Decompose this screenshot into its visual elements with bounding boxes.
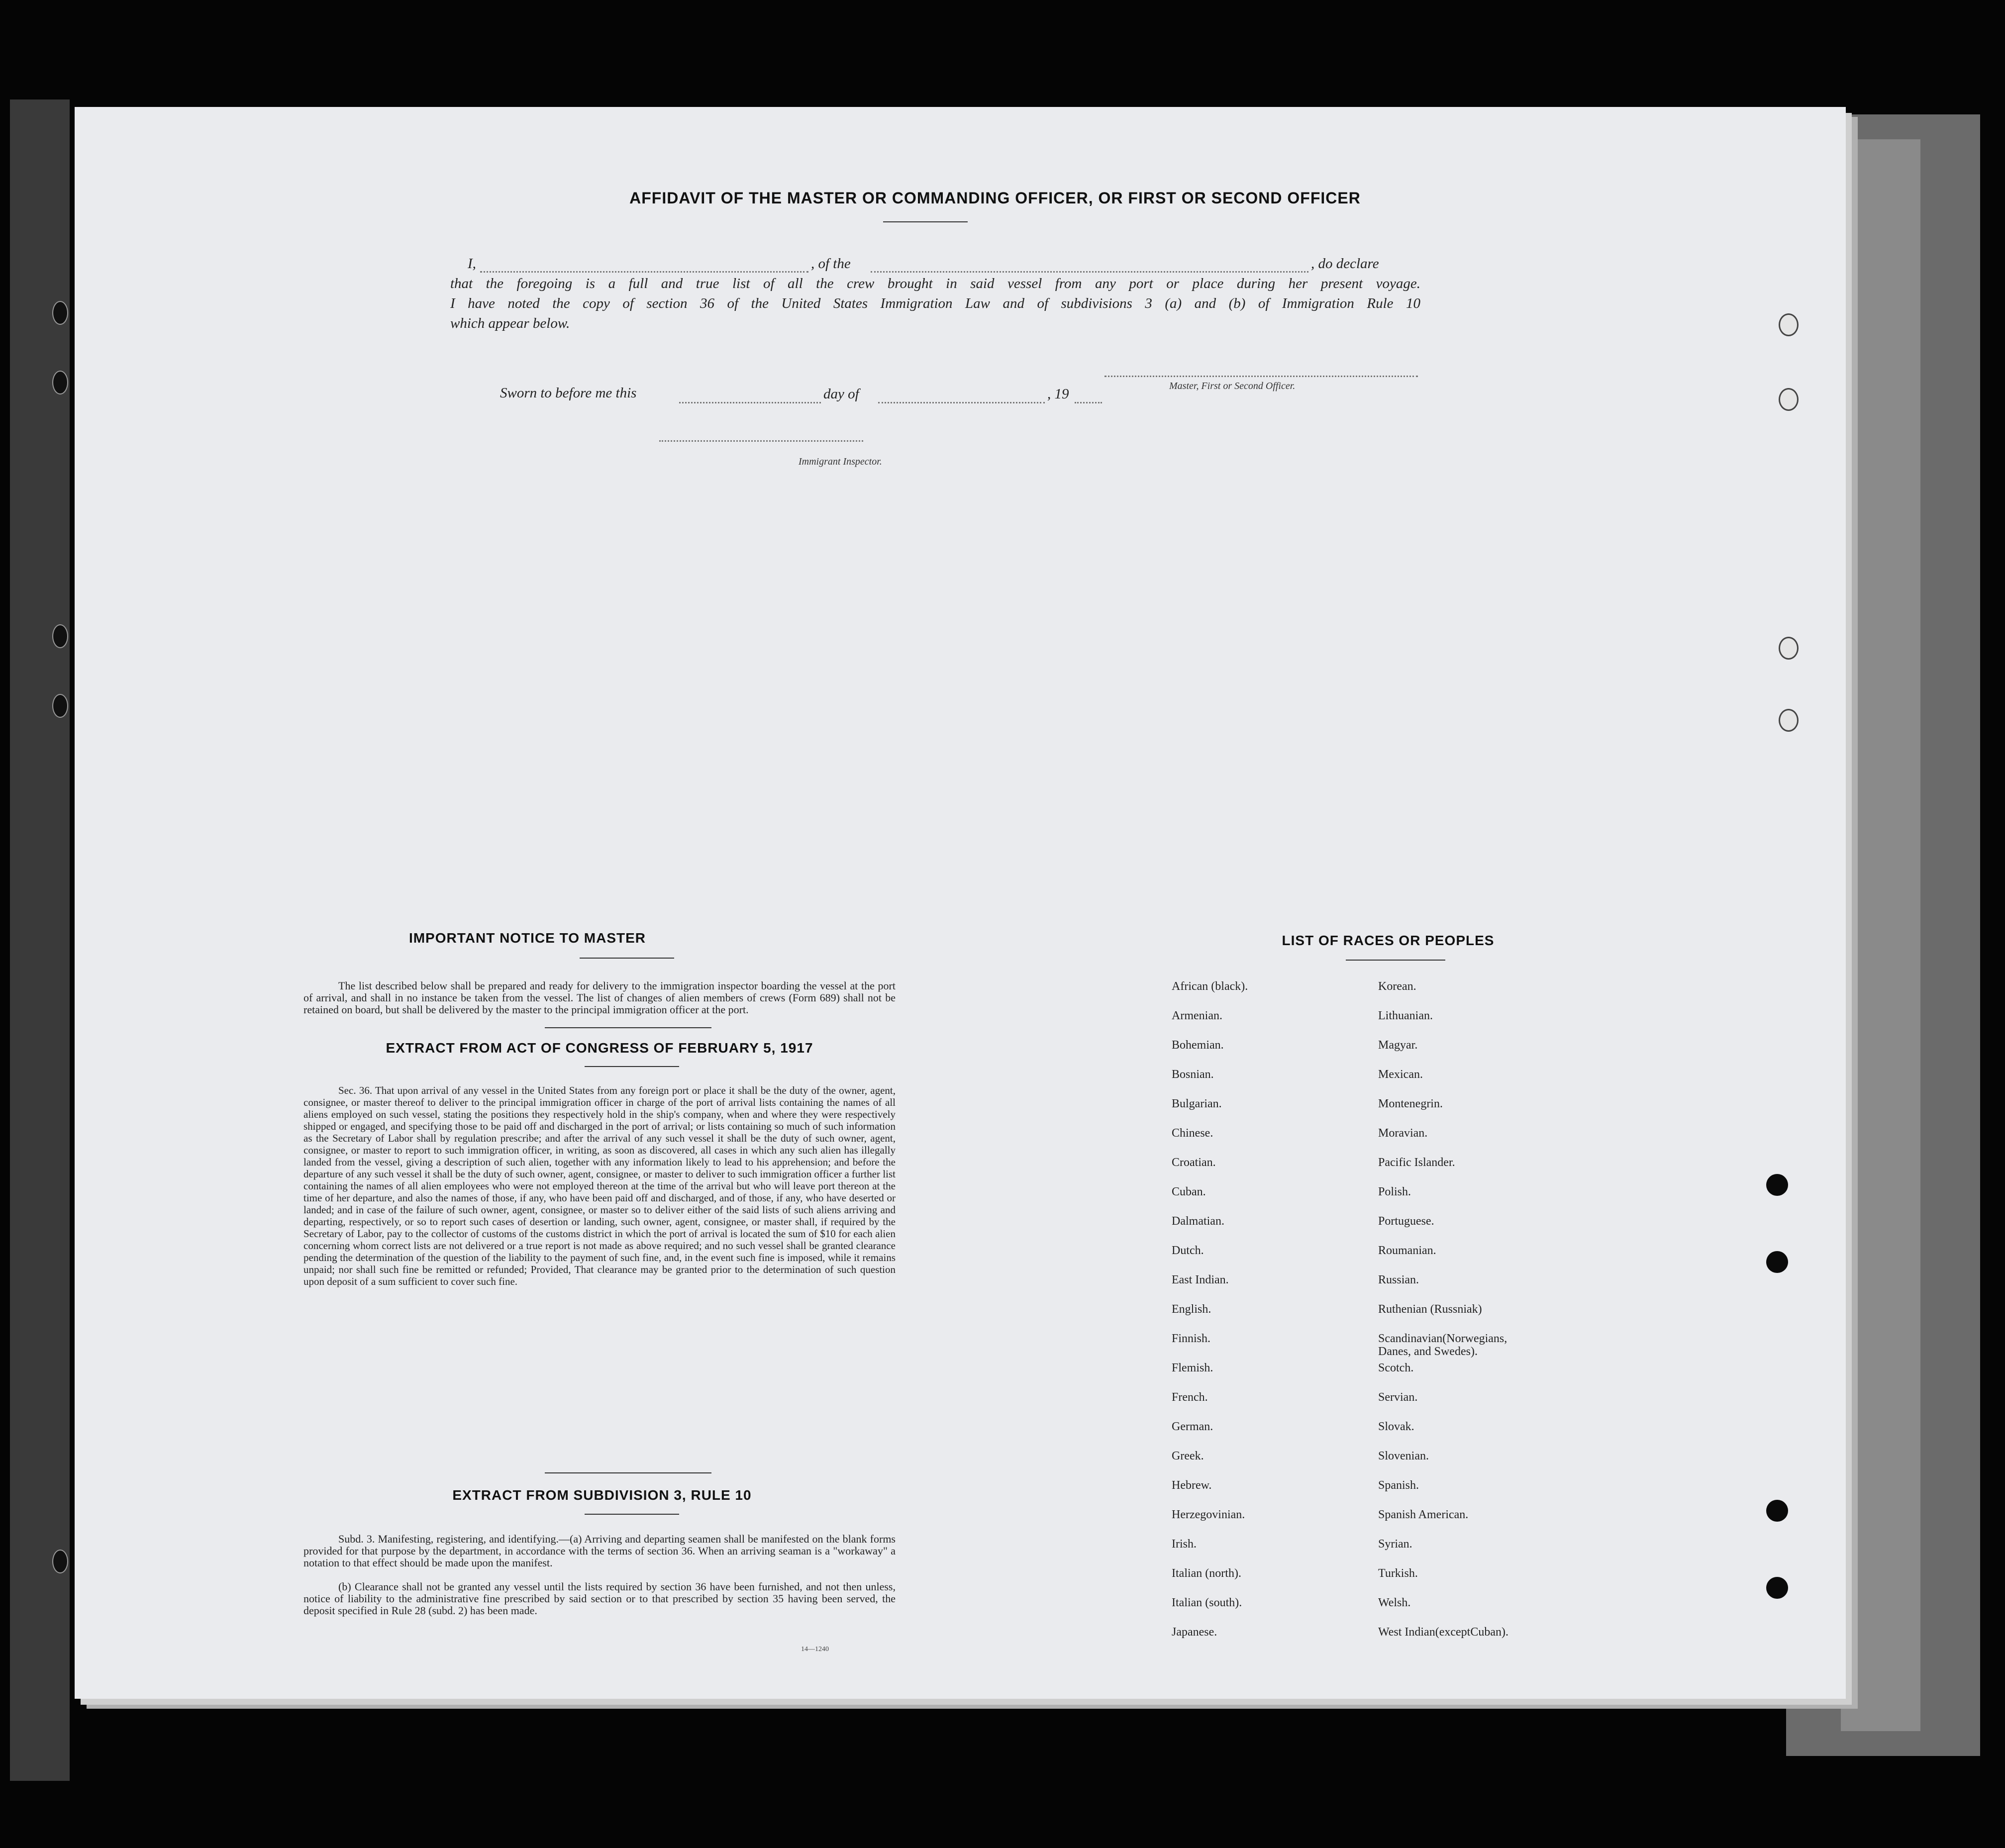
race-item: Bosnian. <box>1172 1068 1214 1081</box>
act-title: EXTRACT FROM ACT OF CONGRESS OF FEBRUARY 5, 1917 <box>386 1040 813 1056</box>
race-item: Bohemian. <box>1172 1039 1224 1052</box>
punch-hole <box>1779 637 1799 660</box>
punch-hole <box>1766 1251 1788 1273</box>
races-title: LIST OF RACES OR PEOPLES <box>1282 933 1495 948</box>
race-item: Italian (south). <box>1172 1596 1242 1609</box>
race-item: Finnish. <box>1172 1332 1211 1345</box>
race-item: Turkish. <box>1378 1567 1418 1580</box>
affidavit-line-3: which appear below. <box>450 315 570 331</box>
binder-hole <box>52 1550 68 1573</box>
affidavit-declare-label: , do declare <box>1311 256 1379 272</box>
race-item: Bulgarian. <box>1172 1097 1222 1110</box>
race-item: Portuguese. <box>1378 1215 1434 1228</box>
race-item: Japanese. <box>1172 1626 1217 1639</box>
year-blank[interactable] <box>1075 402 1102 403</box>
form-page <box>75 107 1846 1699</box>
race-item: Spanish American. <box>1378 1508 1469 1521</box>
race-item: Herzegovinian. <box>1172 1508 1245 1521</box>
race-item: Welsh. <box>1378 1596 1411 1609</box>
act-rule <box>585 1066 679 1067</box>
race-item: Slovak. <box>1378 1420 1414 1433</box>
race-item: Ruthenian (Russniak) <box>1378 1303 1482 1316</box>
month-blank[interactable] <box>878 402 1045 403</box>
race-item: Moravian. <box>1378 1127 1428 1140</box>
race-item: Roumanian. <box>1378 1244 1436 1257</box>
race-item: Servian. <box>1378 1391 1418 1404</box>
sworn-label: Sworn to before me this <box>500 385 637 401</box>
rule-text-b: (b) Clearance shall not be granted any vessel until the lists required by section 36 have been furnished, and not then unless, notice of liability to the administrative fine prescribed by said section or to that prescribed by section 35 having been served, the deposit specified in Rule 28 (subd. 2) has been made. <box>303 1580 896 1617</box>
binder-hole <box>52 301 68 325</box>
binder-hole <box>52 371 68 394</box>
race-item: Mexican. <box>1378 1068 1423 1081</box>
race-item: Pacific Islander. <box>1378 1156 1455 1169</box>
name-blank[interactable] <box>480 271 808 273</box>
race-item: English. <box>1172 1303 1211 1316</box>
race-item: Italian (north). <box>1172 1567 1241 1580</box>
punch-hole <box>1766 1577 1788 1599</box>
race-item: Dalmatian. <box>1172 1215 1224 1228</box>
rule-title: EXTRACT FROM SUBDIVISION 3, RULE 10 <box>452 1487 752 1503</box>
affidavit-line-1: that the foregoing is a full and true list of all the crew brought in said vessel from any port or place during her present voyage. <box>450 276 1420 292</box>
inspector-label: Immigrant Inspector. <box>799 456 882 467</box>
master-signature-label: Master, First or Second Officer. <box>1169 381 1296 391</box>
notice-divider <box>545 1027 711 1028</box>
year-label: , 19 <box>1047 386 1069 402</box>
race-item: French. <box>1172 1391 1208 1404</box>
race-item: Polish. <box>1378 1185 1411 1198</box>
notice-title: IMPORTANT NOTICE TO MASTER <box>408 930 646 946</box>
backing-sheet-inner <box>1841 139 1920 1731</box>
binder-hole <box>52 694 68 718</box>
rule-rule <box>585 1514 679 1515</box>
affidavit-line-2: I have noted the copy of section 36 of the United States Immigration Law and of subdivisions 3 (a) and (b) of Immigration Rule 10 <box>450 295 1420 311</box>
race-item: Flemish. <box>1172 1362 1213 1374</box>
race-item: Croatian. <box>1172 1156 1216 1169</box>
races-column-1 <box>1172 980 1361 1655</box>
title-rule <box>883 221 968 222</box>
race-item: German. <box>1172 1420 1213 1433</box>
punch-hole <box>1779 709 1799 732</box>
form-number: 14—1240 <box>801 1646 829 1653</box>
race-item: Montenegrin. <box>1378 1097 1443 1110</box>
race-item: Spanish. <box>1378 1479 1419 1492</box>
affidavit-i-label: I, <box>468 256 476 272</box>
punch-hole <box>1766 1174 1788 1196</box>
race-item: Irish. <box>1172 1538 1197 1551</box>
race-item: Lithuanian. <box>1378 1009 1433 1022</box>
race-item: Dutch. <box>1172 1244 1204 1257</box>
rule-text-a: Subd. 3. Manifesting, registering, and identifying.—(a) Arriving and departing seamen shall be manifested on the blank forms provided for that purpose by the department, in accordance with the terms of section 36. When an arriving seaman is a "workaway" a notation to that effect should be made upon the manifest. <box>303 1533 896 1569</box>
race-item: Cuban. <box>1172 1185 1206 1198</box>
race-item: West Indian(exceptCuban). <box>1378 1626 1508 1639</box>
act-divider <box>545 1472 711 1473</box>
affidavit-of-the-label: , of the <box>811 256 851 272</box>
day-of-label: day of <box>823 386 859 402</box>
race-item: Armenian. <box>1172 1009 1222 1022</box>
affidavit-title: AFFIDAVIT OF THE MASTER OR COMMANDING OFFICER, OR FIRST OR SECOND OFFICER <box>629 189 1361 207</box>
race-item: Magyar. <box>1378 1039 1418 1052</box>
race-item: Greek. <box>1172 1450 1204 1462</box>
punch-hole <box>1779 313 1799 336</box>
notice-rule <box>580 958 674 959</box>
day-blank[interactable] <box>679 402 821 403</box>
race-item: Korean. <box>1378 980 1416 993</box>
vessel-blank[interactable] <box>871 271 1308 273</box>
master-signature-blank[interactable] <box>1104 376 1418 377</box>
races-rule <box>1346 960 1445 961</box>
race-item: Syrian. <box>1378 1538 1412 1551</box>
race-item: Hebrew. <box>1172 1479 1212 1492</box>
race-item: Russian. <box>1378 1273 1419 1286</box>
race-item: East Indian. <box>1172 1273 1229 1286</box>
race-item: Scotch. <box>1378 1362 1414 1374</box>
race-item: African (black). <box>1172 980 1248 993</box>
act-text: Sec. 36. That upon arrival of any vessel in the United States from any foreign port or place it shall be the duty of the owner, agent, consignee, or master thereof to deliver to the principal immigration officer in charge of the port of arrival lists containing the names of all aliens employed on such vessel, stating the positions they respectively hold in the ship's company, when and where they were respectively shipped or engaged, and specifying those to be paid off and discharged in the port of arrival; or lists containing so much of such information as the Secretary of Labor shall by regulation prescribe; and after the arrival of any such vessel it shall be the duty of such owner, agent, consignee, or master to report to such immigration officer, in writing, as soon as discovered, all cases in which any such alien has illegally landed from the vessel, giving a description of such alien, together with any information likely to lead to his apprehension; and before the departure of any such vessel it shall be the duty of such owner, agent, consignee, or master to deliver to such immigration officer a further list containing the names of all alien employees who were not employed thereon at the time of the arrival but who will leave port thereon at the time of her departure, and also the names of those, if any, who have been paid off and discharged, and of those, if any, who have deserted or landed; and in case of the failure of such owner, agent, consignee, or master so to deliver either of the said lists of such aliens arriving and departing, respectively, or so to report such cases of desertion or landing, such owner, agent, consignee, or master shall, if required by the Secretary of Labor, pay to the collector of customs of the customs district in which the port of arrival is located the sum of $10 for each alien concerning whom correct lists are not delivered or a true report is not made as above required; and no such vessel shall be granted clearance pending the determination of the question of the liability to the payment of such fine, and, in the event such fine is imposed, while it remains unpaid; nor shall such fine be remitted or refunded; Provided, That clearance may be granted prior to the determination of such question upon deposit of a sum sufficient to cover such fine. <box>303 1084 896 1287</box>
punch-hole <box>1766 1500 1788 1522</box>
binder-hole <box>52 624 68 648</box>
notice-text: The list described below shall be prepared and ready for delivery to the immigration inspector boarding the vessel at the port of arrival, and shall in no instance be taken from the vessel. The list of changes of alien members of crews (Form 689) shall not be retained on board, but shall be delivered by the master to the principal immigration officer at the port. <box>303 979 896 1016</box>
race-item: Slovenian. <box>1378 1450 1429 1462</box>
inspector-signature-blank[interactable] <box>659 440 863 442</box>
race-item: Chinese. <box>1172 1127 1213 1140</box>
races-column-2 <box>1378 980 1597 1655</box>
binder-strip <box>10 99 70 1781</box>
punch-hole <box>1779 388 1799 411</box>
race-item: Scandinavian(Norwegians, Danes, and Swedes). <box>1378 1332 1507 1358</box>
